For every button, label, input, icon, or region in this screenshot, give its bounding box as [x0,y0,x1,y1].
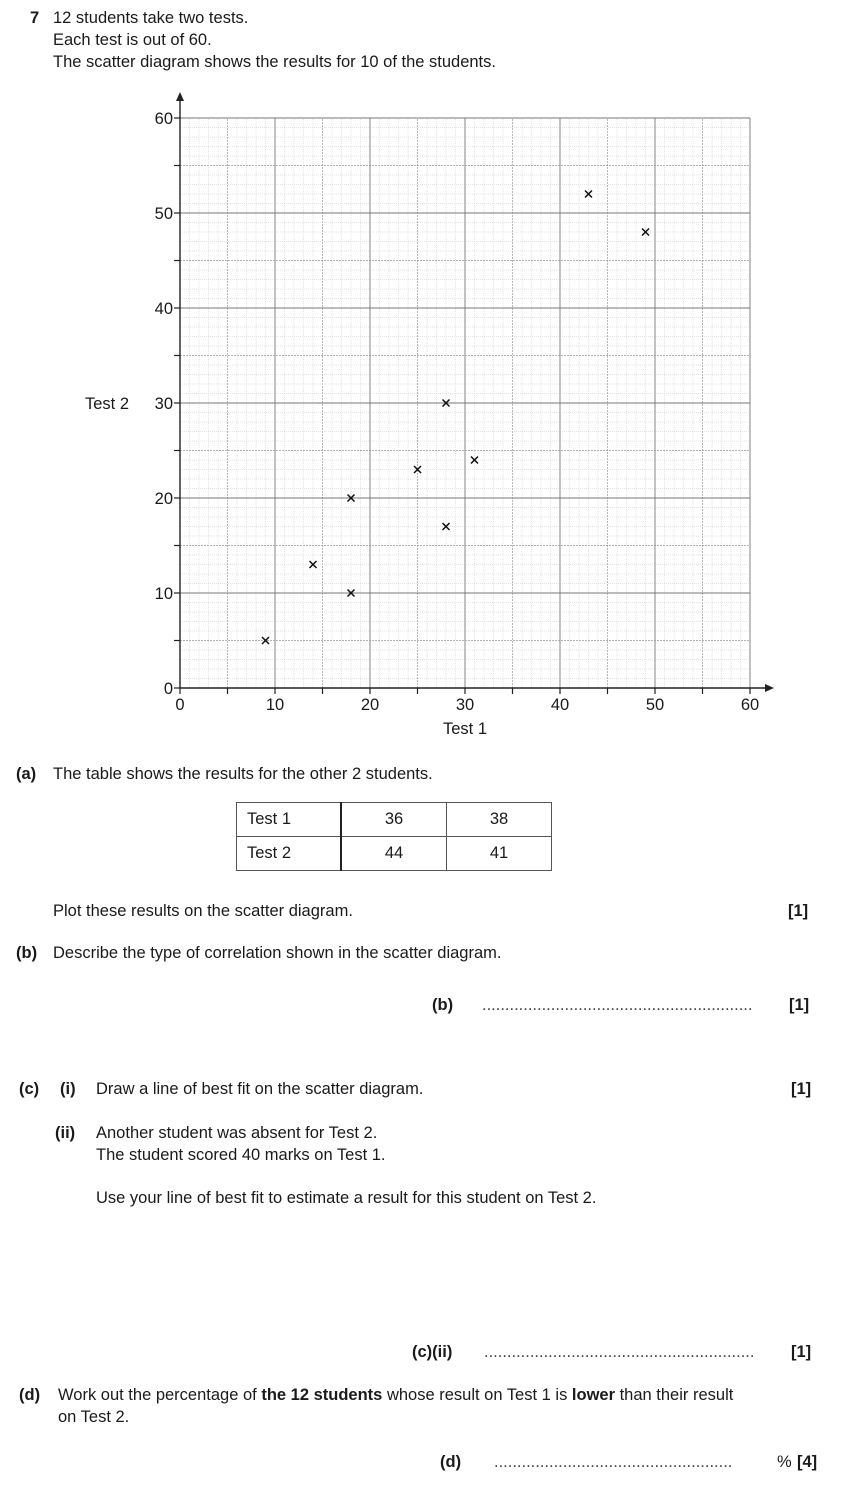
part-d-text-2: whose result on Test 1 is [382,1386,572,1404]
part-d-text [58,1386,733,1405]
part-b-answer-line[interactable]: ........................................................... [482,996,753,1014]
x-tick-label: 20 [360,696,380,714]
y-axis-label: Test 2 [85,395,130,413]
part-a-text: The table shows the results for the other 2 students. [53,765,433,783]
part-d-answer-line[interactable]: .................................................... [494,1453,733,1471]
y-tick-label: 40 [154,300,173,318]
y-tick-label: 60 [154,110,173,128]
part-b-answer-label: (b) [432,996,454,1014]
part-c-ii-marks: [1] [791,1343,812,1361]
y-tick-label: 30 [154,395,173,413]
part-c-ii-answer-label: (c)(ii) [412,1343,453,1361]
part-b-marks: [1] [789,996,810,1014]
part-d-label: (d) [19,1386,41,1404]
y-tick-label: 20 [154,490,173,508]
question-number: 7 [30,9,40,27]
x-tick-label: 10 [265,696,285,714]
table-cell: 41 [447,837,552,871]
table-row [237,837,552,871]
y-tick-label: 10 [154,585,173,603]
chart-grid [180,118,750,688]
part-c-ii-label: (ii) [55,1124,76,1142]
part-d-text-bold-2: lower [571,1386,616,1404]
results-table [236,802,552,871]
part-d-marks: [4] [797,1453,818,1471]
part-b-text: Describe the type of correlation shown in the scatter diagram. [53,944,502,962]
x-axis-label: Test 1 [442,720,488,738]
part-d-unit: % [777,1453,792,1471]
part-c-ii-instruction: Use your line of best fit to estimate a result for this student on Test 2. [96,1189,597,1207]
x-axis-arrow [765,684,774,692]
x-tick-label: 50 [645,696,665,714]
table-header-test2: Test 2 [237,837,342,871]
y-axis-arrow [176,92,184,101]
part-d-text-bold-1: the 12 students [261,1386,383,1404]
part-c-i-marks: [1] [791,1080,812,1098]
part-a-label: (a) [16,765,37,783]
x-tick-label: 60 [740,696,760,714]
intro-line-2: Each test is out of 60. [53,31,212,49]
scatter-diagram [60,85,800,745]
part-c-i-text: Draw a line of best fit on the scatter diagram. [96,1080,424,1098]
table-row [237,803,552,837]
part-c-ii-answer-line[interactable]: ........................................................... [484,1343,755,1361]
part-d-answer-label: (d) [440,1453,462,1471]
part-c-ii-text-1: Another student was absent for Test 2. [96,1124,378,1142]
table-cell: 38 [447,803,552,837]
part-a-marks: [1] [788,902,809,920]
y-tick-label: 0 [163,680,173,698]
part-c-ii-text-2: The student scored 40 marks on Test 1. [96,1146,386,1164]
part-c-label: (c) [19,1080,40,1098]
table-header-test1: Test 1 [237,803,342,837]
part-d-text-1: Work out the percentage of [58,1386,262,1404]
table-cell: 36 [341,803,447,837]
part-d-text-3: than their result [615,1386,734,1404]
part-b-label: (b) [16,944,38,962]
intro-line-3: The scatter diagram shows the results for 10 of the students. [53,53,496,71]
chart-ticks [155,110,760,714]
x-tick-label: 0 [175,696,185,714]
part-d-text-line2: on Test 2. [58,1408,130,1426]
part-a-instruction: Plot these results on the scatter diagram. [53,902,353,920]
intro-line-1: 12 students take two tests. [53,9,249,27]
table-cell: 44 [341,837,447,871]
part-c-i-label: (i) [60,1080,76,1098]
x-tick-label: 40 [550,696,570,714]
y-tick-label: 50 [154,205,173,223]
x-tick-label: 30 [455,696,475,714]
